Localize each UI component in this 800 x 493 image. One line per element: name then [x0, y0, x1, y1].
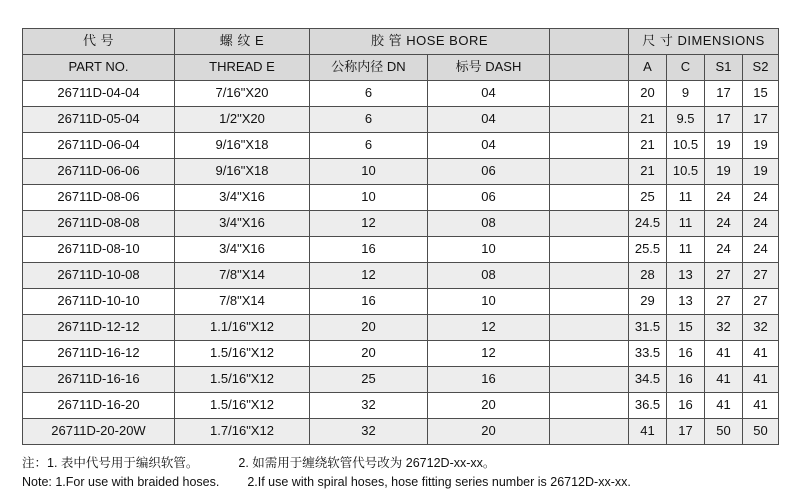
header-blank-bottom	[550, 55, 629, 81]
table-row	[23, 419, 779, 445]
cell-dim-s1: 27	[705, 289, 743, 315]
cell-dim-s2: 41	[743, 367, 779, 393]
cell-dim-c: 9.5	[667, 107, 705, 133]
table-header	[23, 29, 779, 81]
header-part-no-cn: 代 号	[23, 29, 175, 55]
notes-block	[22, 454, 778, 493]
cell-dash: 08	[428, 211, 550, 237]
cell-dim-s1: 19	[705, 159, 743, 185]
header-thread: THREAD E	[175, 55, 310, 81]
cell-thread: 3/4"X16	[175, 237, 310, 263]
header-dim-a: A	[629, 55, 667, 81]
cell-dash: 20	[428, 419, 550, 445]
cell-part-no: 26711D-08-08	[23, 211, 175, 237]
header-dn: 公称内径 DN	[310, 55, 428, 81]
cell-dn: 16	[310, 289, 428, 315]
table-row	[23, 107, 779, 133]
cell-blank	[550, 211, 629, 237]
cell-thread: 9/16"X18	[175, 133, 310, 159]
cell-dim-c: 11	[667, 211, 705, 237]
cell-dn: 25	[310, 367, 428, 393]
cell-part-no: 26711D-10-10	[23, 289, 175, 315]
table-row	[23, 393, 779, 419]
cell-dim-a: 33.5	[629, 341, 667, 367]
cell-dim-s1: 19	[705, 133, 743, 159]
cell-dim-s1: 41	[705, 393, 743, 419]
cell-dim-c: 11	[667, 237, 705, 263]
cell-dash: 20	[428, 393, 550, 419]
cell-dash: 08	[428, 263, 550, 289]
cell-part-no: 26711D-06-04	[23, 133, 175, 159]
cell-dim-s1: 17	[705, 107, 743, 133]
cell-blank	[550, 237, 629, 263]
table-row	[23, 211, 779, 237]
table-body	[23, 81, 779, 445]
cell-dn: 32	[310, 393, 428, 419]
cell-dim-s1: 50	[705, 419, 743, 445]
cell-dim-c: 16	[667, 341, 705, 367]
cell-part-no: 26711D-05-04	[23, 107, 175, 133]
cell-dash: 04	[428, 81, 550, 107]
cell-blank	[550, 81, 629, 107]
note-cn-1: 注：1. 表中代号用于编织软管。	[22, 456, 199, 470]
cell-dim-c: 10.5	[667, 159, 705, 185]
header-thread-cn: 螺 纹 E	[175, 29, 310, 55]
cell-dim-s2: 27	[743, 289, 779, 315]
cell-dim-a: 25.5	[629, 237, 667, 263]
cell-blank	[550, 289, 629, 315]
cell-blank	[550, 107, 629, 133]
table-row	[23, 263, 779, 289]
cell-dim-s2: 41	[743, 393, 779, 419]
table-row	[23, 81, 779, 107]
cell-dim-a: 36.5	[629, 393, 667, 419]
cell-thread: 1.5/16"X12	[175, 341, 310, 367]
cell-thread: 7/16"X20	[175, 81, 310, 107]
cell-blank	[550, 263, 629, 289]
cell-dn: 6	[310, 81, 428, 107]
cell-part-no: 26711D-16-12	[23, 341, 175, 367]
table-row	[23, 159, 779, 185]
cell-blank	[550, 315, 629, 341]
cell-thread: 9/16"X18	[175, 159, 310, 185]
cell-dash: 06	[428, 159, 550, 185]
cell-part-no: 26711D-10-08	[23, 263, 175, 289]
cell-dash: 12	[428, 341, 550, 367]
cell-part-no: 26711D-08-06	[23, 185, 175, 211]
header-dim-s1: S1	[705, 55, 743, 81]
cell-dim-c: 13	[667, 263, 705, 289]
cell-dim-s2: 50	[743, 419, 779, 445]
cell-dim-s1: 41	[705, 367, 743, 393]
cell-dn: 10	[310, 185, 428, 211]
cell-blank	[550, 185, 629, 211]
header-blank-top	[550, 29, 629, 55]
hose-fitting-spec-table	[22, 28, 779, 445]
cell-dash: 10	[428, 289, 550, 315]
cell-dim-s1: 24	[705, 185, 743, 211]
cell-thread: 1.5/16"X12	[175, 393, 310, 419]
cell-dn: 16	[310, 237, 428, 263]
cell-dim-a: 21	[629, 159, 667, 185]
cell-dash: 10	[428, 237, 550, 263]
cell-dim-s1: 24	[705, 211, 743, 237]
cell-thread: 7/8"X14	[175, 289, 310, 315]
cell-dim-a: 20	[629, 81, 667, 107]
note-en-2: 2.If use with spiral hoses, hose fitting series number is 26712D-xx-xx.	[247, 475, 631, 490]
header-dim-c: C	[667, 55, 705, 81]
cell-dim-s2: 19	[743, 133, 779, 159]
header-hose-bore: 胶 管 HOSE BORE	[310, 29, 550, 55]
header-part-no: PART NO.	[23, 55, 175, 81]
table-row	[23, 367, 779, 393]
cell-dim-a: 41	[629, 419, 667, 445]
cell-dim-s1: 17	[705, 81, 743, 107]
cell-thread: 1.1/16"X12	[175, 315, 310, 341]
cell-dim-c: 10.5	[667, 133, 705, 159]
cell-dn: 20	[310, 341, 428, 367]
cell-dim-s1: 24	[705, 237, 743, 263]
cell-dim-a: 21	[629, 133, 667, 159]
cell-dn: 10	[310, 159, 428, 185]
cell-dim-s2: 19	[743, 159, 779, 185]
cell-part-no: 26711D-06-06	[23, 159, 175, 185]
cell-dim-s2: 27	[743, 263, 779, 289]
cell-blank	[550, 367, 629, 393]
note-en-1: Note: 1.For use with braided hoses.	[22, 475, 220, 490]
cell-dn: 6	[310, 133, 428, 159]
header-row-english	[23, 55, 779, 81]
cell-dash: 04	[428, 107, 550, 133]
cell-dim-s2: 24	[743, 185, 779, 211]
header-row-chinese	[23, 29, 779, 55]
cell-thread: 1/2"X20	[175, 107, 310, 133]
cell-dim-c: 15	[667, 315, 705, 341]
cell-part-no: 26711D-04-04	[23, 81, 175, 107]
table-row	[23, 289, 779, 315]
cell-dim-a: 24.5	[629, 211, 667, 237]
table-row	[23, 185, 779, 211]
cell-dim-a: 31.5	[629, 315, 667, 341]
cell-dim-s1: 32	[705, 315, 743, 341]
cell-dim-s2: 41	[743, 341, 779, 367]
cell-dn: 6	[310, 107, 428, 133]
cell-dim-c: 9	[667, 81, 705, 107]
cell-part-no: 26711D-08-10	[23, 237, 175, 263]
cell-dim-s2: 24	[743, 211, 779, 237]
cell-part-no: 26711D-16-20	[23, 393, 175, 419]
cell-thread: 1.5/16"X12	[175, 367, 310, 393]
cell-dim-s2: 17	[743, 107, 779, 133]
table-row	[23, 237, 779, 263]
table-row	[23, 341, 779, 367]
cell-part-no: 26711D-20-20W	[23, 419, 175, 445]
cell-blank	[550, 419, 629, 445]
cell-thread: 1.7/16"X12	[175, 419, 310, 445]
cell-thread: 7/8"X14	[175, 263, 310, 289]
header-dimensions: 尺 寸 DIMENSIONS	[629, 29, 779, 55]
cell-dim-a: 28	[629, 263, 667, 289]
cell-dim-s1: 41	[705, 341, 743, 367]
cell-thread: 3/4"X16	[175, 185, 310, 211]
cell-dim-s1: 27	[705, 263, 743, 289]
cell-dim-c: 17	[667, 419, 705, 445]
cell-dim-c: 11	[667, 185, 705, 211]
cell-thread: 3/4"X16	[175, 211, 310, 237]
note-line-english	[22, 473, 778, 492]
header-dim-s2: S2	[743, 55, 779, 81]
cell-dn: 12	[310, 263, 428, 289]
cell-part-no: 26711D-16-16	[23, 367, 175, 393]
cell-dn: 20	[310, 315, 428, 341]
cell-dim-a: 25	[629, 185, 667, 211]
cell-dim-c: 13	[667, 289, 705, 315]
cell-blank	[550, 341, 629, 367]
cell-dim-a: 21	[629, 107, 667, 133]
cell-blank	[550, 133, 629, 159]
cell-dim-c: 16	[667, 393, 705, 419]
cell-dim-a: 29	[629, 289, 667, 315]
cell-dn: 12	[310, 211, 428, 237]
note-line-chinese	[22, 454, 778, 473]
cell-blank	[550, 393, 629, 419]
header-dash: 标号 DASH	[428, 55, 550, 81]
cell-dash: 12	[428, 315, 550, 341]
cell-dim-a: 34.5	[629, 367, 667, 393]
cell-dn: 32	[310, 419, 428, 445]
cell-dim-s2: 32	[743, 315, 779, 341]
cell-part-no: 26711D-12-12	[23, 315, 175, 341]
table-row	[23, 315, 779, 341]
cell-dash: 16	[428, 367, 550, 393]
cell-dim-c: 16	[667, 367, 705, 393]
cell-dim-s2: 24	[743, 237, 779, 263]
cell-dim-s2: 15	[743, 81, 779, 107]
cell-blank	[550, 159, 629, 185]
cell-dash: 06	[428, 185, 550, 211]
cell-dash: 04	[428, 133, 550, 159]
note-cn-2: 2. 如需用于缠绕软管代号改为 26712D-xx-xx。	[238, 456, 496, 470]
table-row	[23, 133, 779, 159]
